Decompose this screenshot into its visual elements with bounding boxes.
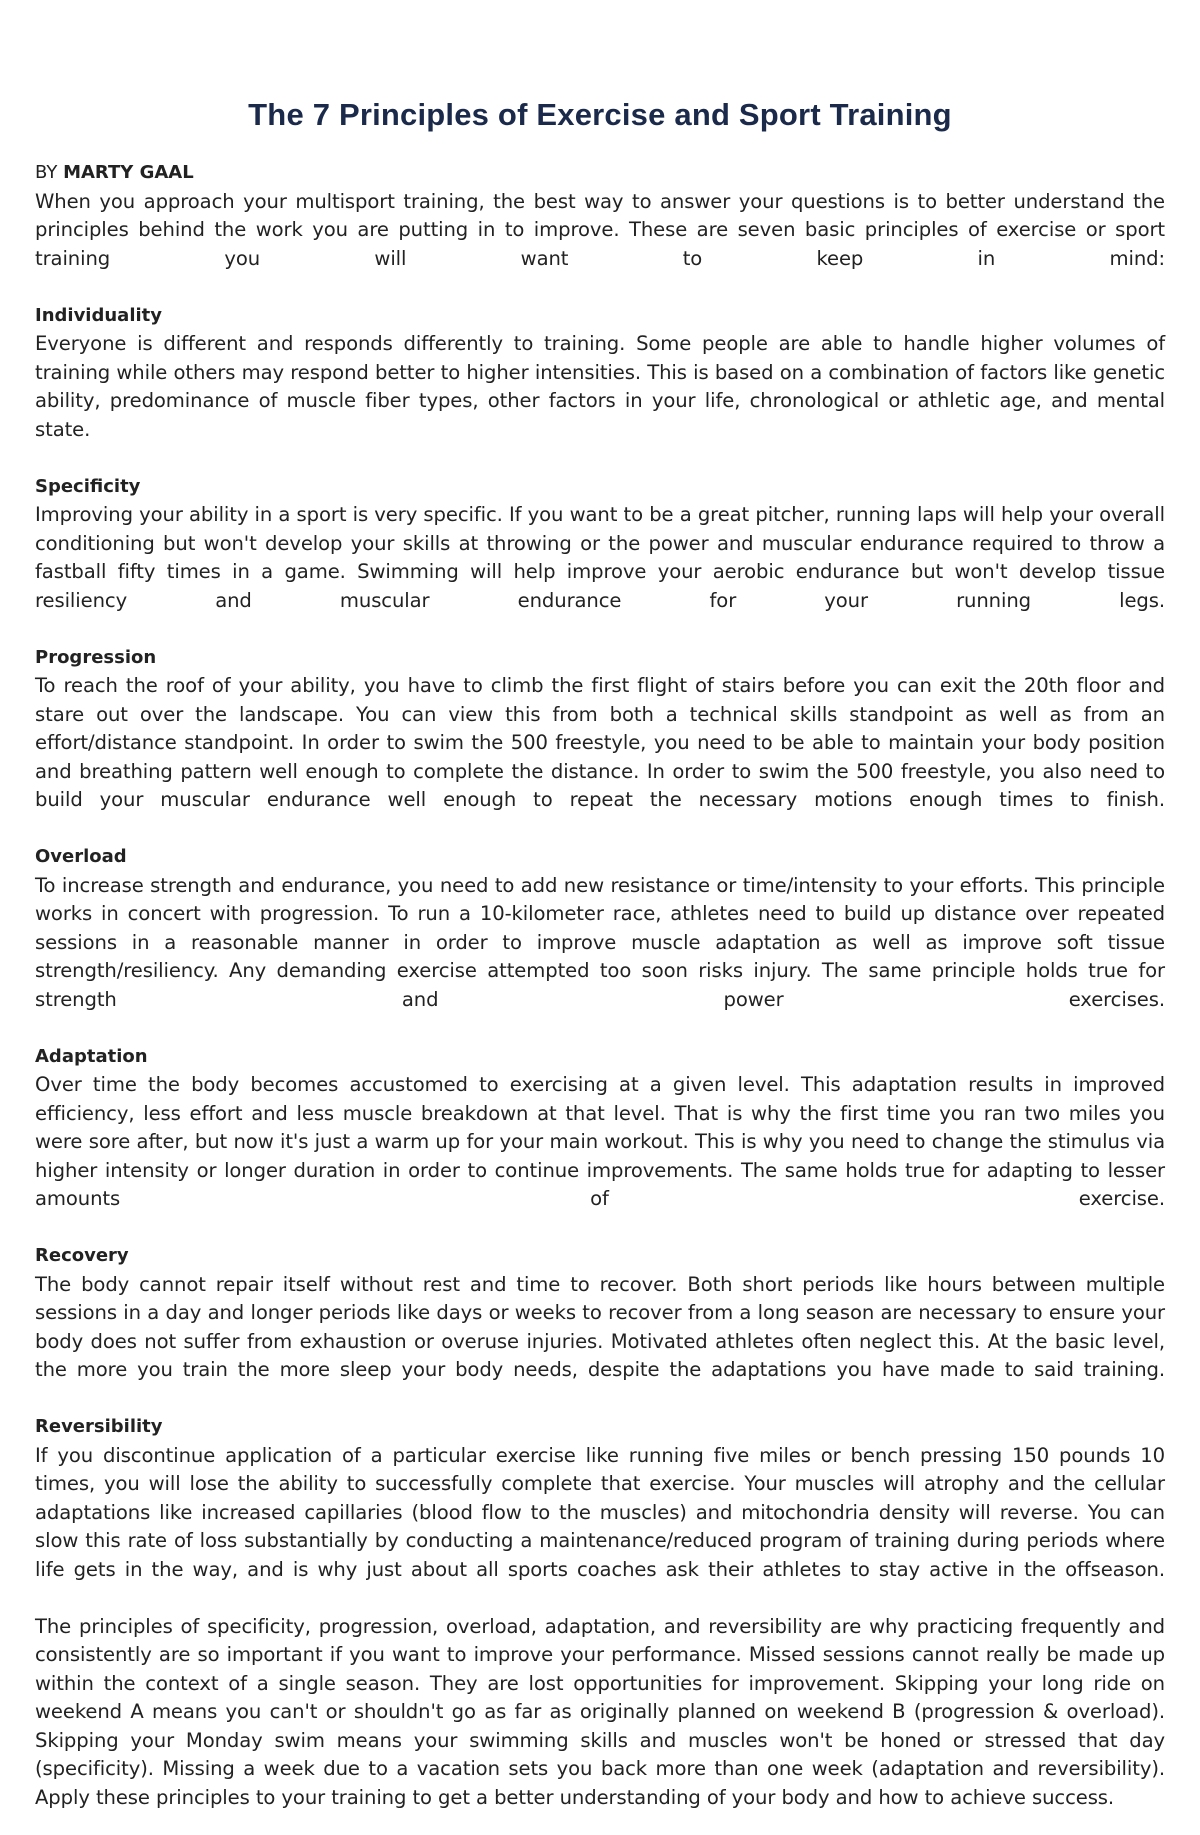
section-body: Over time the body becomes accustomed to exercising at a given level. This adaptation results in improved efficiency, less effort and less muscle breakdown at that level. That is why the first time you ran two miles you were sore after, but now it's just a warm up for your main workout. This is why you need to change the stimulus via higher intensity or longer duration in order to continue improvements. The same holds true for adapting to lesser amounts of exercise. (35, 1073, 1165, 1210)
section-specificity (35, 473, 1165, 616)
section-heading: Progression (35, 646, 157, 668)
section-body: The body cannot repair itself without rest and time to recover. Both short periods like hours between multiple sessions in a day and longer periods like days or weeks to recover from a long season are necessary to ensure your body does not suffer from exhaustion or overuse injuries. Motivated athletes often neglect this. At the basic level, the more you train the more sleep your body needs, despite the adaptations you have made to said training. (35, 1272, 1165, 1381)
section-heading: Individuality (35, 304, 162, 326)
author-name: MARTY GAAL (63, 162, 194, 183)
section-progression (35, 644, 1165, 815)
section-adaptation (35, 1043, 1165, 1214)
section-body: To increase strength and endurance, you need to add new resistance or time/intensity to your efforts. This principle works in concert with progression. To run a 10-kilometer race, athletes need to build up distance over repeated sessions in a reasonable manner in order to improve muscle adaptation as well as improve soft tissue strength/resiliency. Any demanding exercise attempted too soon risks injury. The same principle holds true for strength and power exercises. (35, 873, 1165, 1011)
section-body: Everyone is different and responds differently to training. Some people are able to handle higher volumes of training while others may respond better to higher intensities. This is based on a combination of factors like genetic ability, predominance of muscle fiber types, other factors in your life, chronological or athletic age, and mental state. (35, 332, 1165, 441)
section-heading: Recovery (35, 1245, 129, 1266)
byline (35, 159, 1165, 188)
closing-paragraph: The principles of specificity, progression, overload, adaptation, and reversibility are why practicing frequently and consistently are so important if you want to improve your performance. Missed sessions cannot really be made up within the context of a single season. They are lost opportunities for improvement. Skipping your long ride on weekend A means you can't or shouldn't go as far as originally planned on weekend B (progression & overload). Skipping your Monday swim means your swimming skills and muscles won't be honed or stressed that day (specificity). Missing a week due to a vacation sets you back more than one week (adaptation and reversibility). Apply these principles to your training to get a better understanding of your body and how to achieve success. (35, 1614, 1165, 1809)
section-recovery (35, 1242, 1165, 1385)
section-reversibility (35, 1413, 1165, 1584)
section-heading: Overload (35, 846, 127, 867)
section-body: If you discontinue application of a particular exercise like running five miles or bench pressing 150 pounds 10 times, you will lose the ability to successfully complete that exercise. Your muscles will atrophy and the cellular adaptations like increased capillaries (blood flow to the muscles) and mitochondria density will reverse. You can slow this rate of loss substantially by conducting a maintenance/reduced program of training during periods where life gets in the way, and is why just about all sports coaches ask their athletes to stay active in the offseason. (35, 1443, 1165, 1581)
document-title: The 7 Principles of Exercise and Sport Training (248, 97, 952, 132)
intro-paragraph: When you approach your multisport training, the best way to answer your questions is to better understand the principles behind the work you are putting in to improve. These are seven basic principles of exercise or sport training you will want to keep in mind: (35, 189, 1165, 270)
section-overload (35, 843, 1165, 1014)
section-heading: Adaptation (35, 1045, 148, 1067)
section-body: To reach the roof of your ability, you have to climb the first flight of stairs before you can exit the 20th floor and stare out over the landscape. You can view this from both a technical skills standpoint as well as from an effort/distance standpoint. In order to swim the 500 freestyle, you need to be able to maintain your body position and breathing pattern well enough to complete the distance. In order to swim the 500 freestyle, you also need to build your muscular endurance well enough to repeat the necessary motions enough times to finish. (35, 674, 1165, 811)
document-page (35, 95, 1165, 1812)
section-body: Improving your ability in a sport is very specific. If you want to be a great pitcher, running laps will help your overall conditioning but won't develop your skills at throwing or the power and muscular endurance required to throw a fastball fifty times in a game. Swimming will help improve your aerobic endurance but won't develop tissue resiliency and muscular endurance for your running legs. (35, 503, 1165, 612)
section-individuality (35, 302, 1165, 445)
section-heading: Reversibility (35, 1416, 163, 1437)
byline-prefix: BY (35, 162, 58, 183)
section-heading: Specificity (35, 475, 141, 497)
